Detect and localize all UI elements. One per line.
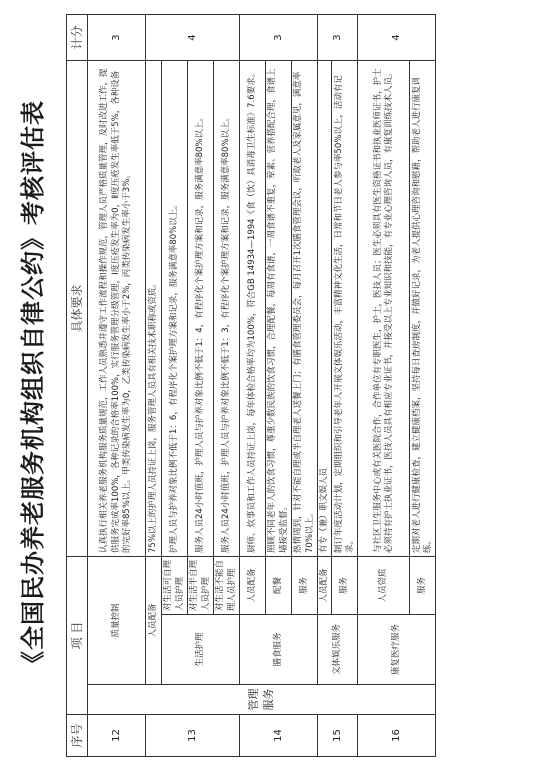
sub-item-cell: 服务 xyxy=(410,557,436,615)
requirement-cell: 服务人员24小时值班，护理人员与护养对象比例不低于1：3，有程序化个案护理方案和记录，服务满意率80%以上。 xyxy=(214,61,240,557)
score-cell: 3 xyxy=(318,15,358,61)
sub-item-cell: 人员配备 xyxy=(318,557,332,615)
table-row xyxy=(88,15,146,757)
requirement-cell: 制订年度活动计划，定期组织和引导老年人开展文体娱乐活动，丰富精神文化生活，日常和节日老人参与率50%以上，活动有记录。 xyxy=(332,61,358,557)
row-seq: 14 xyxy=(240,715,318,757)
sub-item-cell: 对生活不能自理人员护理 xyxy=(214,557,240,615)
table-row xyxy=(318,15,332,757)
requirement-cell: 75%以上的护理人员持证上岗，服务管理人员具有相关技术职称或资质。 xyxy=(146,61,162,557)
sub-item-cell: 服务 xyxy=(332,557,358,615)
score-cell: 4 xyxy=(358,15,436,61)
requirement-cell: 认真执行相关养老服务机构服务质量规范，工作人员熟悉并遵守工作流程和操作规范，管理人员严格质量管理，及时改进工作，提供服务完成率100%，各种记录的合格率100%，实行服务管理分级管理，Ⅰ度压疮发生率为0，Ⅱ度压疮发生率低于5%，各种设备的完好率85%以上。甲类传染病发生率为0，乙类传染病发生率小于2%，丙类传染病发生率小于3%。 xyxy=(88,61,146,557)
requirement-cell: 有专（兼）职文娱人员 xyxy=(318,61,332,557)
row-seq: 12 xyxy=(88,715,146,757)
sub-item-cell: 人员资质 xyxy=(358,557,410,615)
item-cell: 文体娱乐服务 xyxy=(318,615,358,685)
row-seq: 16 xyxy=(358,715,436,757)
requirement-cell: 服务人员24小时值班，护理人员与护养对象比例不低于1：4，有程序化个案护理方案和记录，服务满意率80%以上。 xyxy=(188,61,214,557)
score-cell: 3 xyxy=(240,15,318,61)
header-seq: 序号 xyxy=(67,715,88,757)
table-row xyxy=(162,15,188,757)
item-cell: 人员配备 xyxy=(146,557,162,685)
row-seq: 15 xyxy=(318,715,358,757)
header-item: 项 目 xyxy=(67,557,88,715)
requirement-cell: 定期对老人进行健康检查，建立健康档案，坚持每日查房制度，并做好记录，为老人提供心理咨询和慰藉，帮助老人进行康复训练。 xyxy=(410,61,436,557)
sub-item-cell: 服务 xyxy=(292,557,318,615)
table-row xyxy=(146,15,162,757)
requirement-cell: 与社区卫生服务中心或有关医院合作，合作单位有专职医生，护士，医技人员；医生必须具有医生资格证书和执业医师证书，护士必须持有护士执业证书，医技人员具有相应专业证书，并接受以上专业知识和技能，有专业心理咨询人员，有康复训练技术人员。 xyxy=(358,61,410,557)
sub-item-cell: 人员配备 xyxy=(240,557,266,615)
header-score: 计分 xyxy=(67,15,88,61)
score-cell: 4 xyxy=(146,15,240,61)
item-cell: 质量控制 xyxy=(88,557,146,685)
table-row xyxy=(358,15,410,757)
item-cell: 生活护理 xyxy=(162,615,240,685)
sub-item-cell: 对生活半自理人员护理 xyxy=(188,557,214,615)
requirement-cell: 厨师、炊事员和工作人员持证上岗，每年体检合格率均为100%，符合GB 14934—1994《食（饮）具消毒卫生标准》7.6要求。 xyxy=(240,61,266,557)
sub-item-cell: 配餐 xyxy=(266,557,292,615)
requirement-cell: 照顾不同老年人的饮食习惯，尊重少数民族的饮食习惯，合理配餐，每周有食谱，一周食谱不重复，荤素、营养搭配合理，食谱上墙接受监督。 xyxy=(266,61,292,557)
category-cell: 管理服务 xyxy=(88,685,436,715)
table-row xyxy=(240,15,266,757)
header-requirement: 具体要求 xyxy=(67,61,88,557)
row-seq: 13 xyxy=(146,715,240,757)
assessment-table xyxy=(66,14,436,757)
requirement-cell: 护理人员与护养对象比例不低于1：6，有程序化个案护理方案和记录，服务满意率80%以上。 xyxy=(162,61,188,557)
item-cell: 膳食服务 xyxy=(240,615,318,685)
item-cell: 康复医疗服务 xyxy=(358,615,436,685)
score-cell: 3 xyxy=(88,15,146,61)
sub-item-cell: 对生活可自理人员护理 xyxy=(162,557,188,615)
requirement-cell: 热情周到，针对不能自理或半自理老人送餐上门；有膳食管理委员会，每月召开1次膳食管理会议，听取老人及家属意见，满意率70%以上。 xyxy=(292,61,318,557)
header-row xyxy=(67,15,88,757)
page-title: 《全国民办养老服务机构组织自律公约》考核评估表 xyxy=(17,100,47,675)
